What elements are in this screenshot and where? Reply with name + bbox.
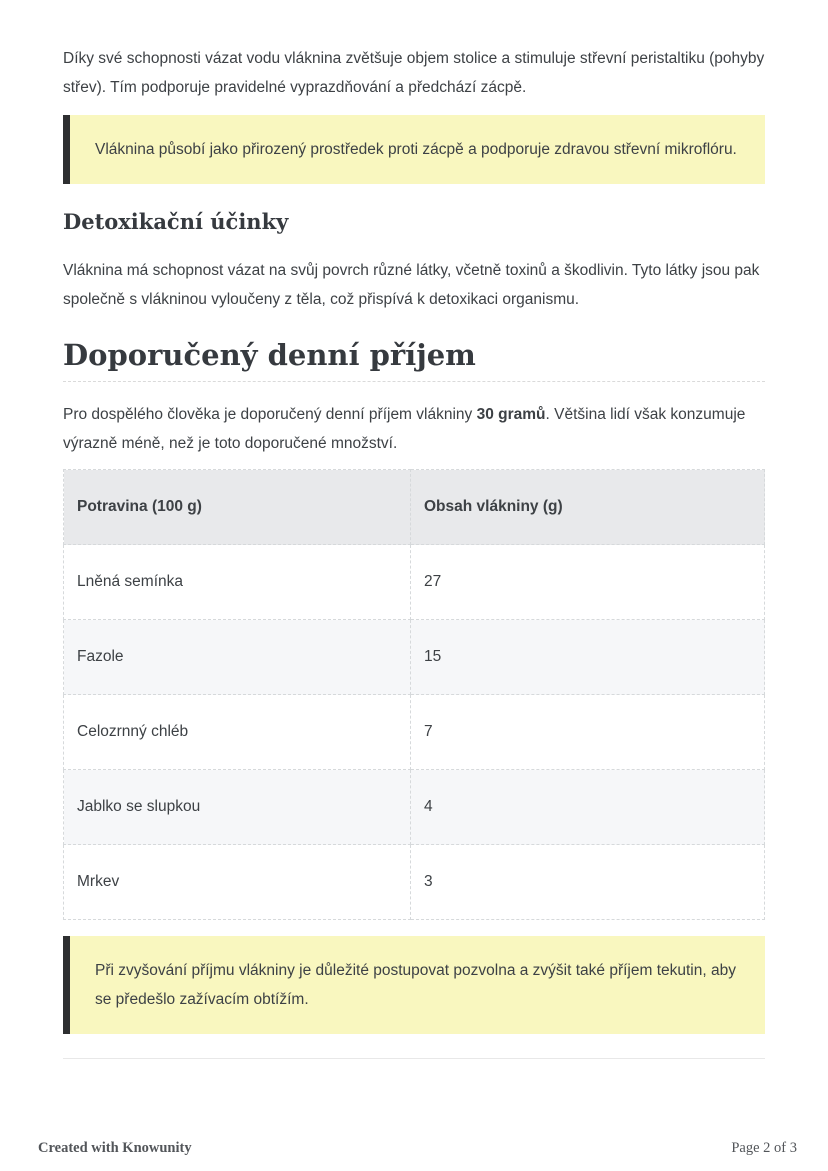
fiber-cell: 3 [410, 845, 764, 920]
callout-box-hydration [63, 936, 765, 1034]
table-row [64, 845, 765, 920]
page-footer [38, 1140, 797, 1157]
callout-box-constipation [63, 115, 765, 184]
section-heading-detox: Detoxikační účinky [63, 209, 289, 234]
column-header-fiber: Obsah vlákniny (g) [410, 470, 764, 545]
column-header-food: Potravina (100 g) [64, 470, 411, 545]
fiber-cell: 27 [410, 545, 764, 620]
food-cell: Celozrnný chléb [64, 695, 411, 770]
footer-branding: Created with Knowunity [38, 1140, 192, 1156]
food-cell: Fazole [64, 620, 411, 695]
table-row [64, 545, 765, 620]
table-header-row [64, 470, 765, 545]
table-row [64, 620, 765, 695]
fiber-cell: 7 [410, 695, 764, 770]
fiber-cell: 15 [410, 620, 764, 695]
food-cell: Jablko se slupkou [64, 770, 411, 845]
section-heading-daily-intake: Doporučený denní příjem [63, 336, 765, 382]
callout-text: Při zvyšování příjmu vlákniny je důležité postupovat pozvolna a zvýšit také příjem tekutin, aby se předešlo zažívacím obtížím. [95, 962, 736, 1008]
intro-paragraph: Díky své schopnosti vázat vodu vláknina zvětšuje objem stolice a stimuluje střevní peristaltiku (pohyby střev). Tím podporuje pravidelné vyprazdňování a předchází zácpě. [63, 50, 765, 96]
food-cell: Mrkev [64, 845, 411, 920]
intake-amount-bold: 30 gramů [476, 406, 546, 423]
footer-page-number: Page 2 of 3 [731, 1140, 797, 1156]
intake-text-after: . Většina lidí však konzumuje výrazně méně, než je toto doporučené množství. [63, 406, 746, 452]
table-row [64, 695, 765, 770]
table-row [64, 770, 765, 845]
section-divider [63, 1058, 765, 1059]
detox-paragraph: Vláknina má schopnost vázat na svůj povrch různé látky, včetně toxinů a škodlivin. Tyto látky jsou pak společně s vlákninou vyloučeny z těla, což přispívá k detoxikaci organismu. [63, 262, 760, 308]
fiber-cell: 4 [410, 770, 764, 845]
food-cell: Lněná semínka [64, 545, 411, 620]
fiber-content-table [63, 469, 765, 920]
intake-text-before: Pro dospělého člověka je doporučený denní příjem vlákniny [63, 406, 477, 423]
callout-text: Vláknina působí jako přirozený prostředek proti zácpě a podporuje zdravou střevní mikroflóru. [95, 141, 737, 158]
intake-paragraph [63, 400, 765, 458]
